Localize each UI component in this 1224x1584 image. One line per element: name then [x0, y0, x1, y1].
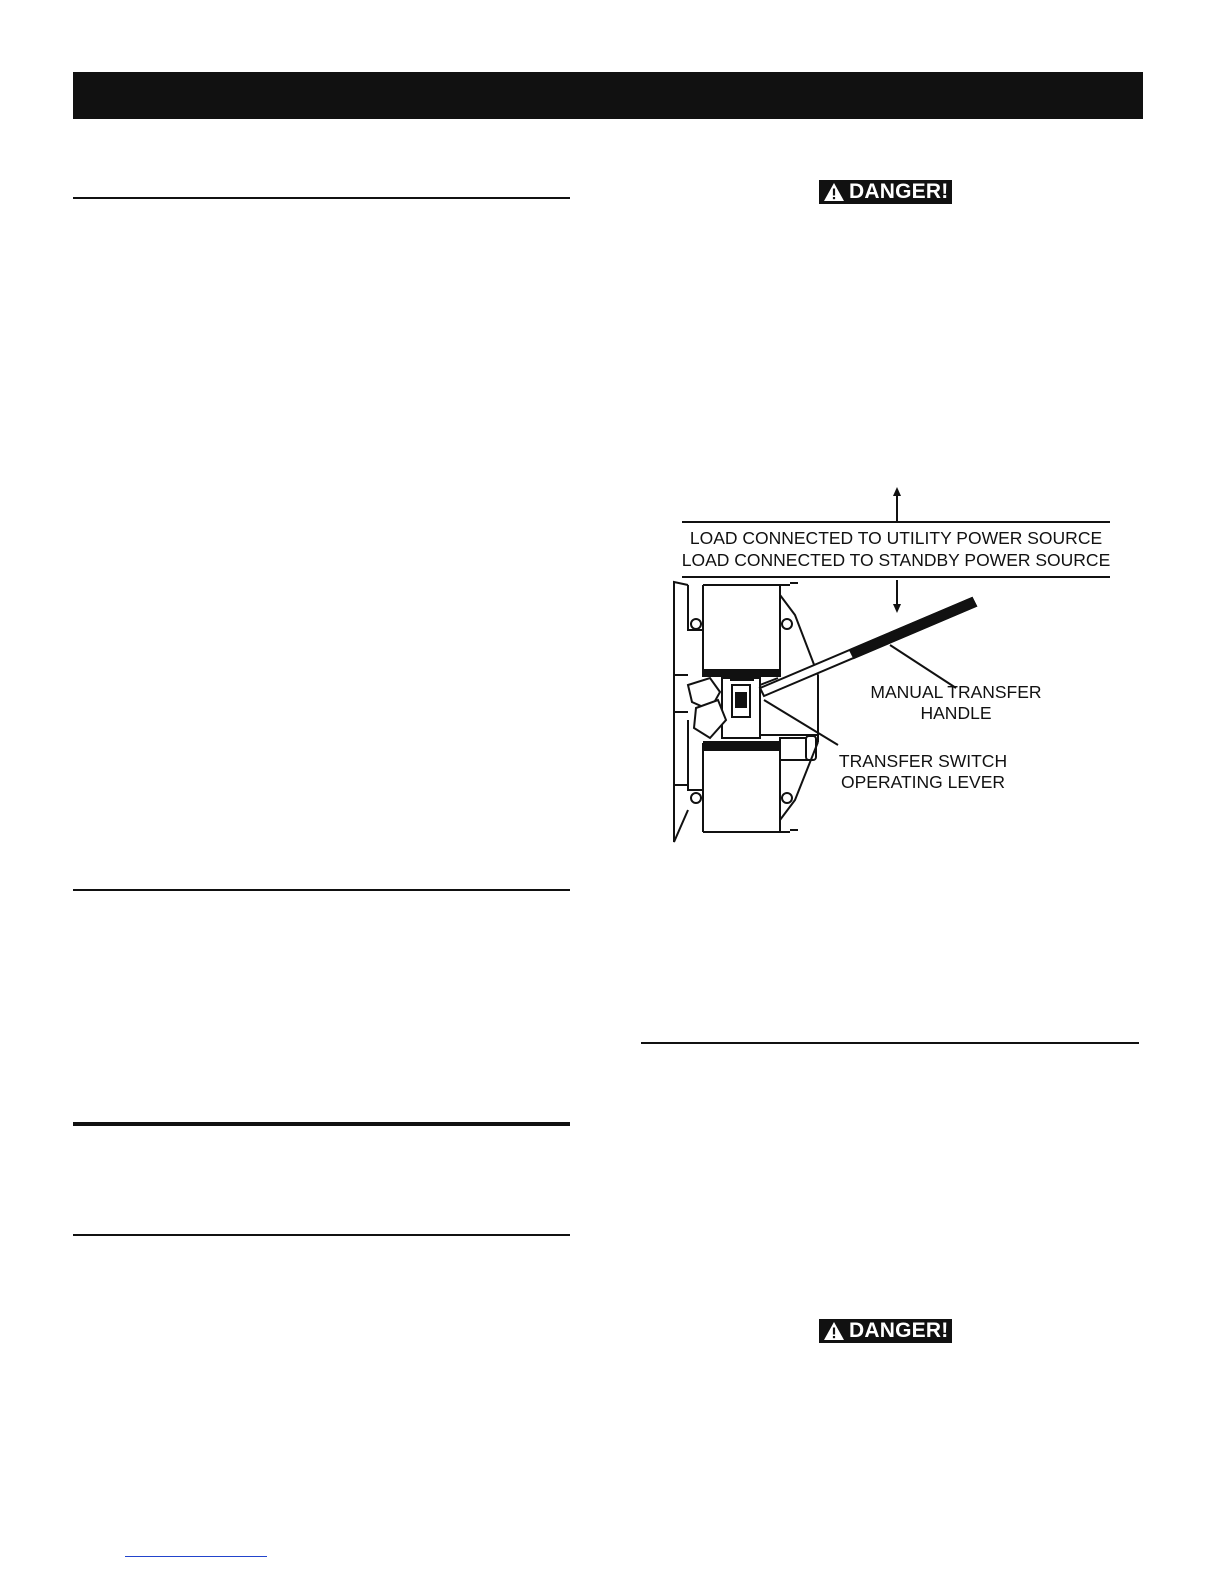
utility-source-label: LOAD CONNECTED TO UTILITY POWER SOURCE [689, 528, 1103, 548]
center-mechanism [688, 675, 818, 742]
arrow-down-icon [893, 580, 901, 613]
warning-triangle-icon [823, 1321, 845, 1341]
arrow-up-icon [893, 487, 901, 522]
danger-label-bottom: DANGER! [849, 1319, 949, 1342]
lever-label-line2: OPERATING LEVER [840, 772, 1006, 792]
handle-label-line1: MANUAL TRANSFER [870, 682, 1042, 702]
danger-badge-bottom [819, 1319, 952, 1343]
lever-label-line1: TRANSFER SWITCH [838, 751, 1008, 771]
left-section-rule-1 [73, 197, 570, 199]
warning-triangle-icon [823, 182, 845, 202]
standby-source-label: LOAD CONNECTED TO STANDBY POWER SOURCE [681, 550, 1111, 570]
danger-badge-top [819, 180, 952, 204]
right-section-rule [641, 1042, 1139, 1044]
transfer-switch-figure [660, 480, 1120, 852]
left-section-rule-4 [73, 1234, 570, 1236]
danger-label-top: DANGER! [849, 180, 949, 203]
left-section-rule-2 [73, 889, 570, 891]
left-section-rule-3 [73, 1122, 570, 1126]
handle-label-line2: HANDLE [920, 703, 992, 723]
footer-link-underline[interactable] [125, 1556, 267, 1557]
section-header-bar [73, 72, 1143, 119]
upper-housing [688, 583, 818, 676]
